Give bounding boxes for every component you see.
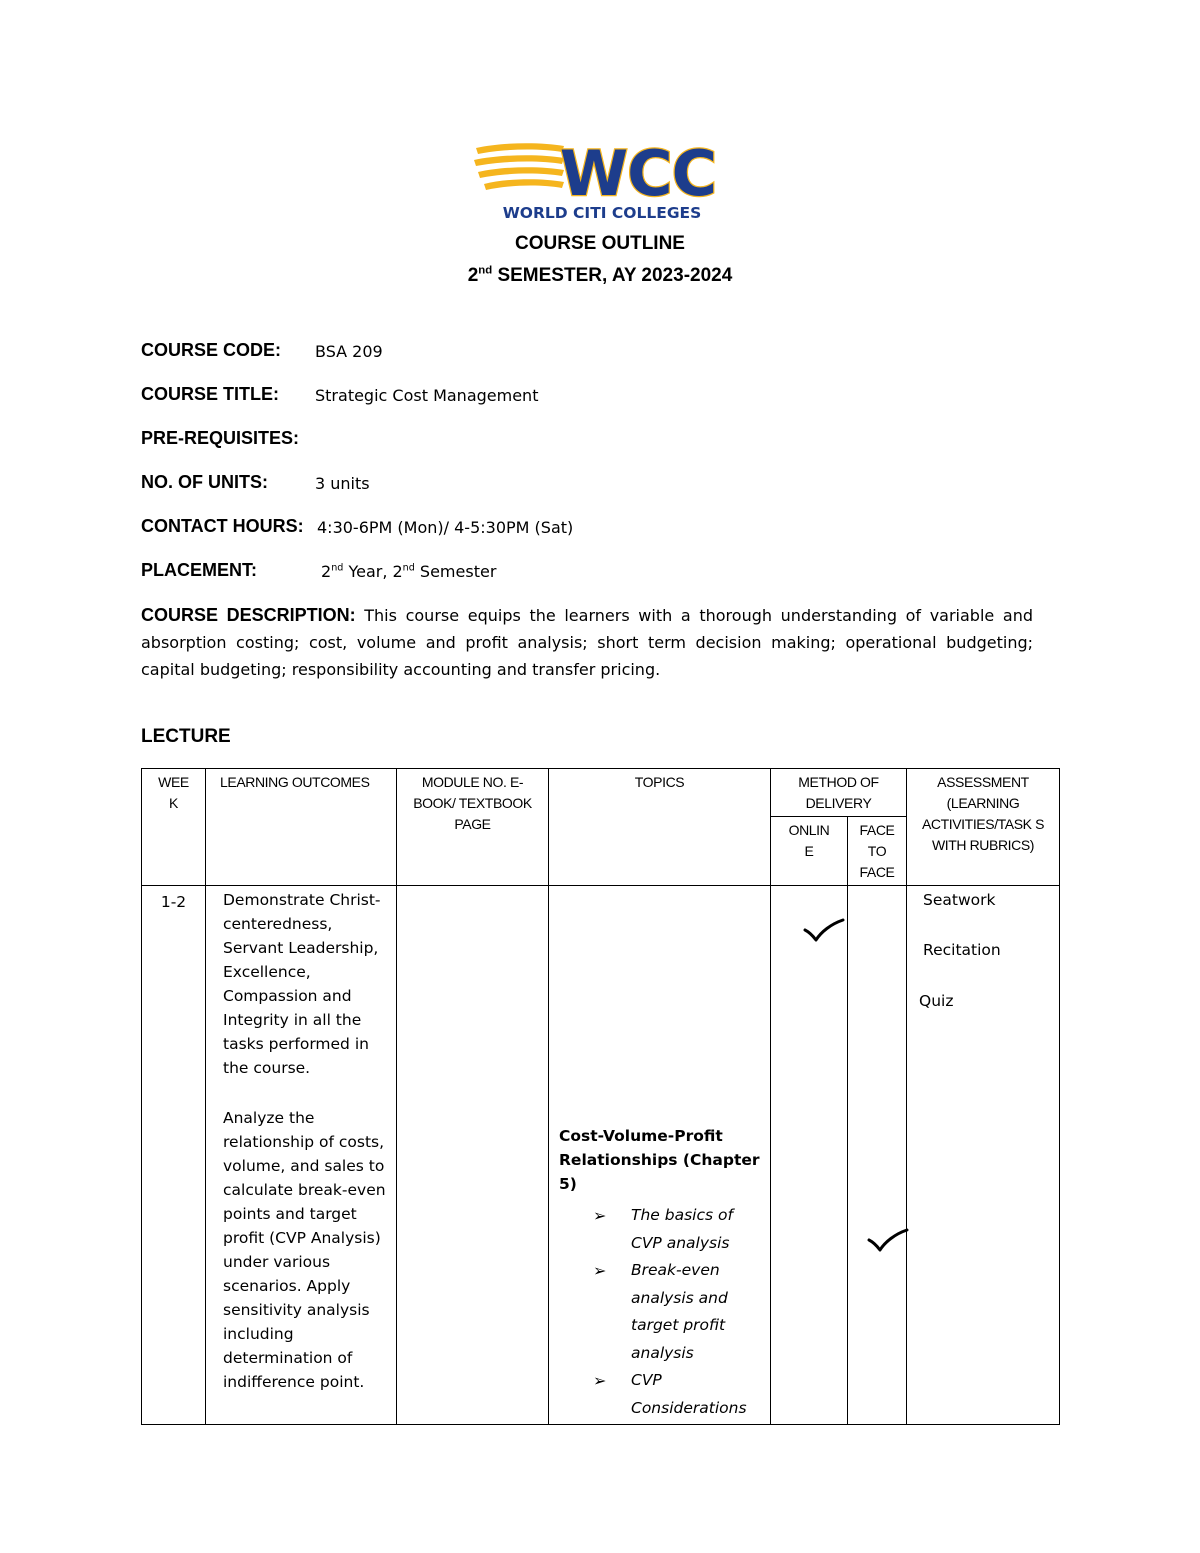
lecture-heading: LECTURE — [141, 726, 231, 747]
assessment-item: Recitation — [923, 941, 1001, 959]
module-cell — [397, 886, 549, 1425]
topic-item-text: Break-even analysis and target profit analysis — [631, 1261, 728, 1362]
header-f2f: FACE TO FACE — [848, 817, 907, 886]
f2f-cell — [848, 886, 907, 1425]
topic-item-text: The basics of CVP analysis — [631, 1206, 733, 1252]
units-value: 3 units — [315, 474, 370, 493]
course-description-text: This course equips the learners with a thorough understanding of variable and absorption costing; cost, volume and profit analysis; short term decision making; operational budgeting; capital budgeting; responsibility accounting and transfer pricing. — [141, 606, 1033, 679]
outcome-2: Analyze the relationship of costs, volume, and sales to calculate break-even points and target profit (CVP Analysis) under various scenarios. Apply sensitivity analysis including determination of indifference point. — [223, 1109, 386, 1391]
logo-wcc-text: WCC — [559, 138, 717, 210]
course-code-row — [141, 340, 383, 361]
semester-num: 2 — [467, 265, 479, 286]
week-cell: 1-2 — [142, 886, 206, 1425]
outcome-1: Demonstrate Christ-centeredness, Servant Leadership, Excellence, Compassion and Integrity in all the tasks performed in the course. — [223, 891, 381, 1077]
arrow-bullet-icon: ➢ — [593, 1261, 607, 1280]
course-code-label: COURSE CODE: — [141, 340, 282, 360]
contact-hours-label: CONTACT HOURS: — [141, 516, 304, 536]
topic-title: Cost-Volume-Profit Relationships (Chapter 5) — [559, 1127, 760, 1193]
topics-cell — [549, 886, 771, 1425]
header-assessment: ASSESSMENT (LEARNING ACTIVITIES/TASK S WITH RUBRICS) — [907, 769, 1060, 886]
assessment-cell — [907, 886, 1060, 1425]
course-title-value: Strategic Cost Management — [315, 386, 539, 405]
placement-label: PLACEMENT: — [141, 560, 257, 580]
header-week: WEE K — [142, 769, 206, 886]
placement-sup1: nd — [331, 562, 344, 574]
course-code-value: BSA 209 — [315, 342, 383, 361]
prereq-row — [141, 428, 299, 449]
topic-list — [559, 1202, 764, 1422]
semester-line — [0, 265, 1200, 287]
wcc-logo — [472, 138, 732, 222]
contact-hours-row — [141, 516, 574, 537]
list-item — [593, 1257, 764, 1367]
semester-sup: nd — [478, 264, 493, 277]
list-item — [593, 1367, 764, 1422]
placement-sup2: nd — [402, 562, 415, 574]
wcc-logo-graphic — [472, 138, 732, 222]
course-title-label: COURSE TITLE: — [141, 384, 279, 404]
online-cell — [771, 886, 848, 1425]
logo-subtitle-text: WORLD CITI COLLEGES — [502, 204, 702, 222]
outcomes-cell — [206, 886, 397, 1425]
header-module: MODULE NO. E-BOOK/ TEXTBOOK PAGE — [397, 769, 549, 886]
semester-rest: SEMESTER, AY 2023-2024 — [492, 265, 733, 286]
prereq-label: PRE-REQUISITES: — [141, 428, 300, 448]
assessment-item: Seatwork — [923, 891, 996, 909]
course-description-label: COURSE DESCRIPTION: — [141, 605, 356, 625]
placement-part2: Year, 2 — [343, 562, 403, 581]
contact-hours-value: 4:30-6PM (Mon)/ 4-5:30PM (Sat) — [317, 518, 574, 537]
units-row — [141, 472, 370, 493]
placement-row — [141, 560, 497, 581]
units-label: NO. OF UNITS: — [141, 472, 268, 492]
check-mark-icon — [803, 918, 845, 944]
course-title-row — [141, 384, 539, 405]
table-row — [142, 886, 1060, 1425]
header-method: METHOD OF DELIVERY — [771, 769, 907, 817]
table-header-row — [142, 769, 1060, 817]
topic-item-text: CVP Considerations — [631, 1371, 747, 1417]
placement-part1: 2 — [321, 562, 332, 581]
header-outcomes: LEARNING OUTCOMES — [206, 769, 397, 886]
arrow-bullet-icon: ➢ — [593, 1371, 607, 1390]
placement-part3: Semester — [414, 562, 497, 581]
course-description — [141, 602, 1033, 683]
list-item — [593, 1202, 764, 1257]
placement-value — [321, 562, 496, 581]
course-outline-table — [141, 768, 1060, 1425]
assessment-item: Quiz — [919, 992, 954, 1010]
header-online: ONLIN E — [771, 817, 848, 886]
page-title: COURSE OUTLINE — [515, 233, 685, 254]
arrow-bullet-icon: ➢ — [593, 1206, 607, 1225]
header-topics: TOPICS — [549, 769, 771, 886]
check-mark-icon — [867, 1228, 909, 1254]
